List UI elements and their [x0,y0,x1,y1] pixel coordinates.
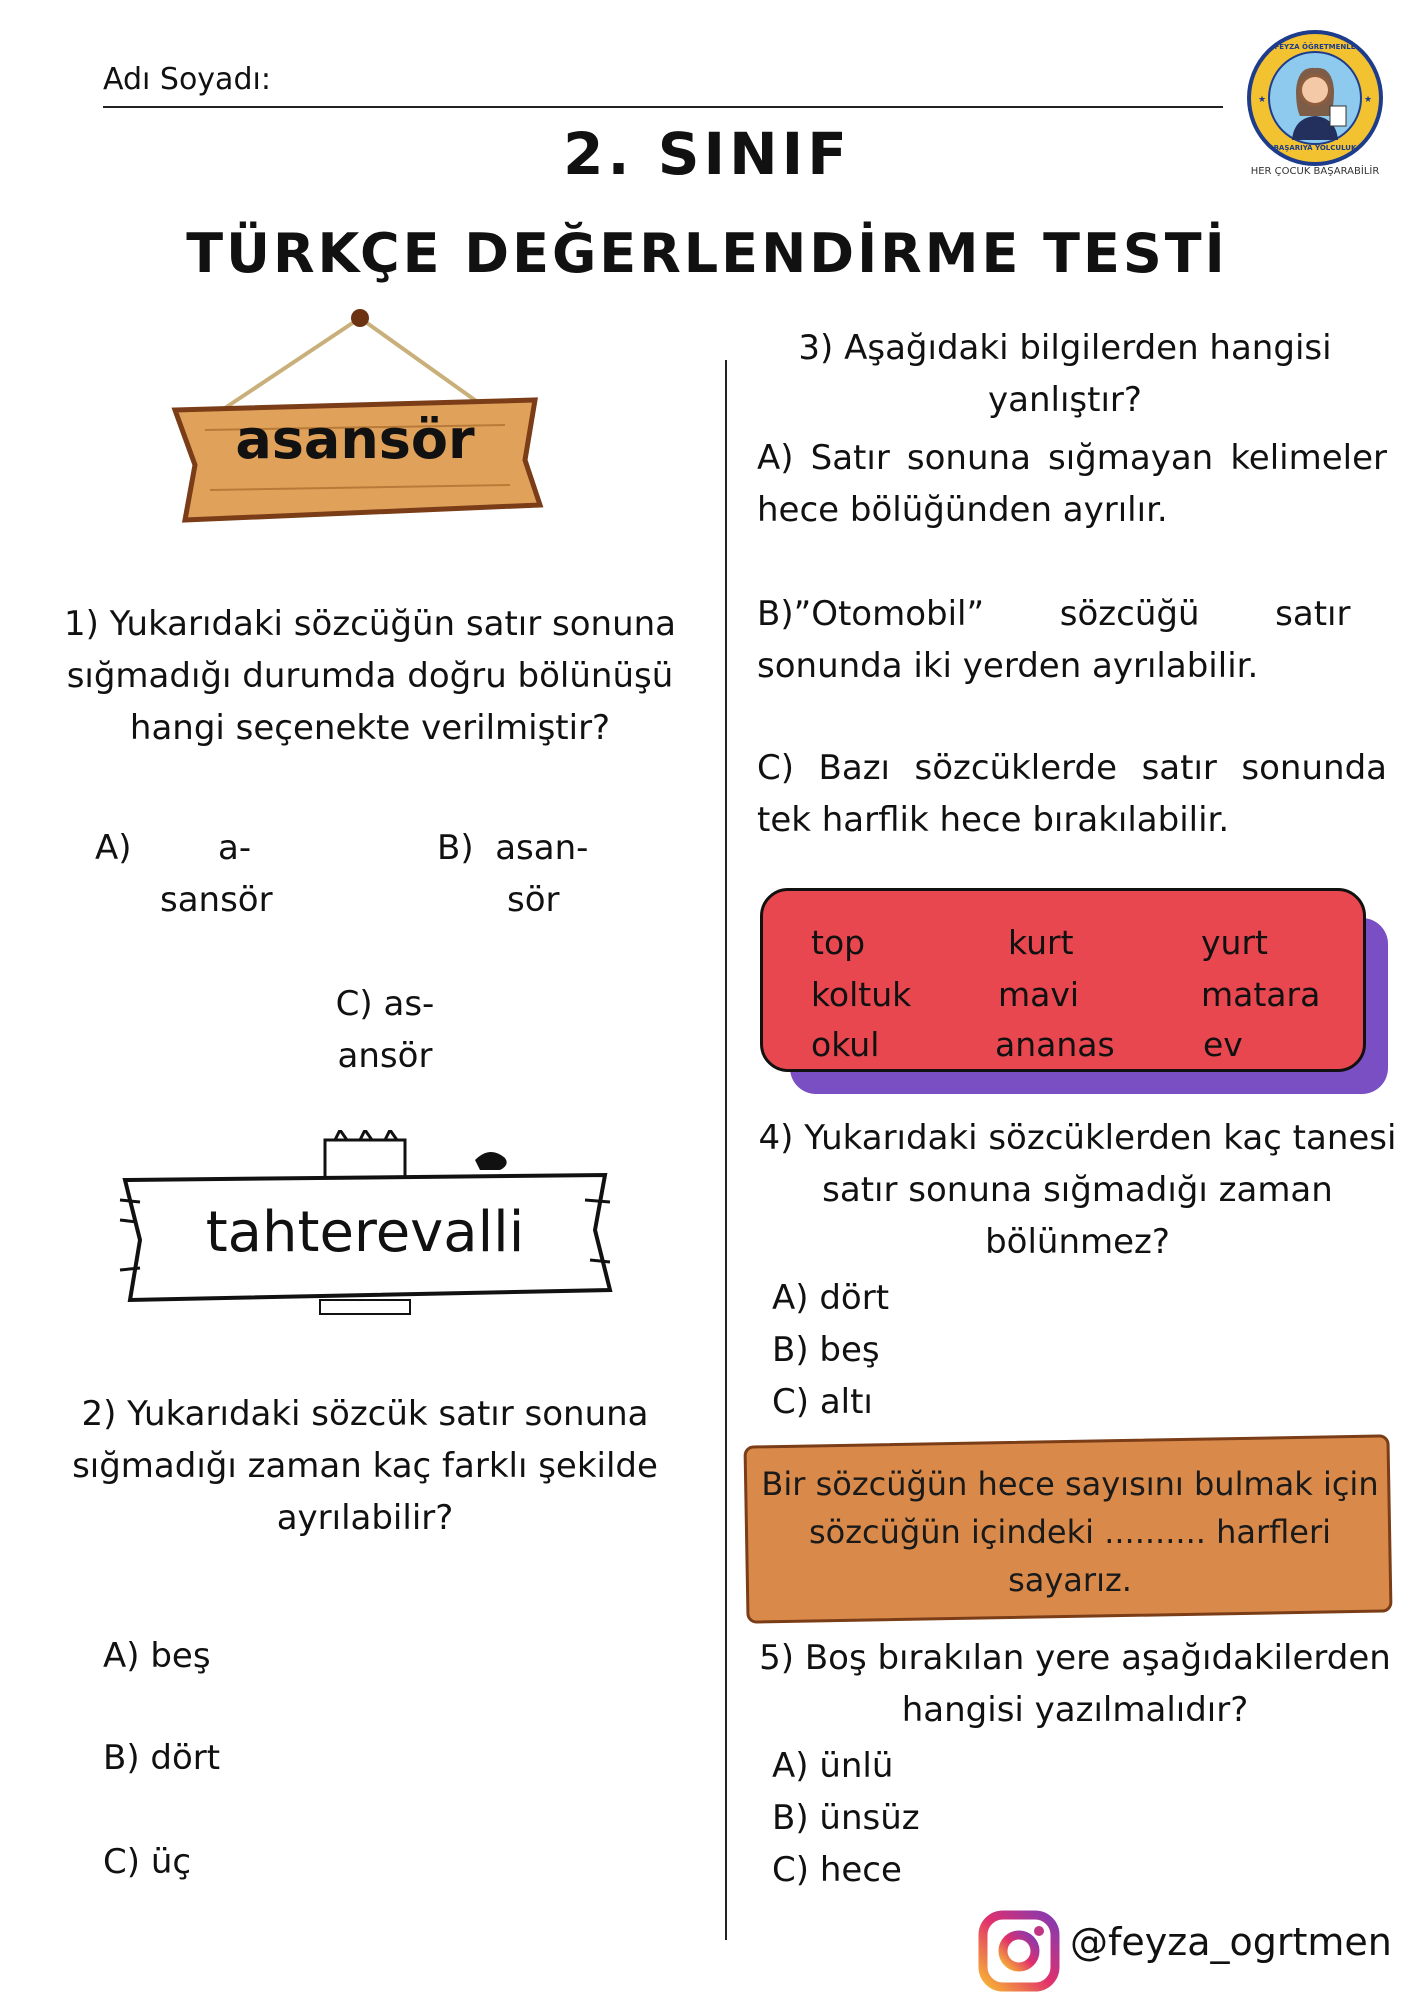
q1-option-b-line2: sör [507,880,560,920]
q3-line: yanlıştır? [988,380,1142,420]
question-4 [745,1112,1410,1268]
sign1-word: asansör [235,408,475,471]
plank-line: sözcüğün içindeki .......... harfleri [808,1513,1332,1551]
q1-line: 1) Yukarıdaki sözcüğün satır sonuna [63,604,677,644]
word-item: yurt [1201,923,1268,962]
q3-line: 3) Aşağıdaki bilgilerden hangisi [798,328,1332,368]
logo-tagline: HER ÇOCUK BAŞARABİLİR [1250,166,1380,177]
q4-option-a[interactable]: A) dört [772,1278,890,1318]
q1-line: sığmadığı durumda doğru bölünüşü [66,656,674,696]
question-5 [745,1632,1405,1736]
name-label: Adı Soyadı: [103,62,271,97]
page-subtitle: TÜRKÇE DEĞERLENDİRME TESTİ [186,222,1228,285]
wooden-sign-asansor [165,300,545,530]
question-2 [45,1388,685,1544]
word-item: top [811,923,866,962]
q2-line: sığmadığı zaman kaç farklı şekilde [72,1446,658,1486]
q3-option-a-line2: hece bölüğünden ayrılır. [757,490,1168,530]
logo-top-text: FEYZA ÖĞRETMENLE [1274,43,1356,51]
q2-line: ayrılabilir? [276,1498,454,1538]
question-1 [50,598,690,754]
q2-option-c[interactable]: C) üç [103,1842,192,1882]
q1-option-c-line1: C) as- [335,984,435,1024]
instagram-icon [978,1910,1060,1992]
column-divider [725,360,727,1940]
q3-option-b[interactable] [757,588,1387,692]
word-item: koltuk [811,975,912,1014]
q4-option-b[interactable]: B) beş [772,1330,880,1370]
q4-option-c[interactable]: C) altı [772,1382,873,1422]
q1-option-a[interactable] [95,822,335,926]
sign2-word: tahterevalli [205,1200,525,1265]
word-item: kurt [1008,923,1074,962]
plank-line: sayarız. [1008,1561,1132,1599]
word-item: matara [1201,975,1321,1014]
q4-line: bölünmez? [985,1222,1170,1262]
q3-option-b-line1: B)”Otomobil” sözcüğü satır [757,594,1351,634]
instagram-handle: @feyza_ogrtmen [1070,1920,1392,1964]
q1-option-c-line2: ansör [337,1036,433,1076]
word-box [760,888,1366,1072]
q2-option-a[interactable]: A) beş [103,1636,211,1676]
q3-option-a-line1: A) Satır sonuna sığmayan kelimeler [757,438,1387,478]
plank-sentence [755,1460,1385,1604]
q1-option-a-line2: sansör [160,880,273,920]
page-title: 2. SINIF [563,120,851,188]
q1-option-c[interactable] [310,978,460,1082]
q5-option-b[interactable]: B) ünsüz [772,1798,920,1838]
word-item: mavi [998,975,1080,1014]
q3-option-b-line2: sonunda iki yerden ayrılabilir. [757,646,1259,686]
q1-option-b[interactable] [437,822,637,926]
q4-line: 4) Yukarıdaki sözcüklerden kaç tanesi [758,1118,1397,1158]
q5-option-c[interactable]: C) hece [772,1850,902,1890]
q3-option-a[interactable] [757,432,1387,536]
q5-line: hangisi yazılmalıdır? [901,1690,1249,1730]
word-item: ananas [995,1025,1115,1064]
wooden-sign-tahterevalli [115,1130,615,1330]
word-item: ev [1203,1025,1243,1064]
q1-option-a-line1: A) a- [95,828,252,868]
question-3 [745,322,1385,426]
q2-line: 2) Yukarıdaki sözcük satır sonuna [81,1394,649,1434]
q5-line: 5) Boş bırakılan yere aşağıdakilerden [759,1638,1391,1678]
name-line [103,106,1223,108]
q2-option-b[interactable]: B) dört [103,1738,221,1778]
logo-bottom-text: BAŞARIYA YOLCULUK [1273,144,1357,152]
q1-line: hangi seçenekte verilmiştir? [129,708,611,748]
q3-option-c-line1: C) Bazı sözcüklerde satır sonunda [757,748,1387,788]
q3-option-c[interactable] [757,742,1387,846]
q1-option-b-line1: B) asan- [437,828,589,868]
q4-line: satır sonuna sığmadığı zaman [822,1170,1333,1210]
svg-text:★: ★ [1364,95,1373,105]
plank-line: Bir sözcüğün hece sayısını bulmak için [761,1465,1379,1503]
svg-text:★: ★ [1258,95,1267,105]
q5-option-a[interactable]: A) ünlü [772,1746,894,1786]
word-item: okul [811,1025,880,1064]
q3-option-c-line2: tek harflik hece bırakılabilir. [757,800,1230,840]
